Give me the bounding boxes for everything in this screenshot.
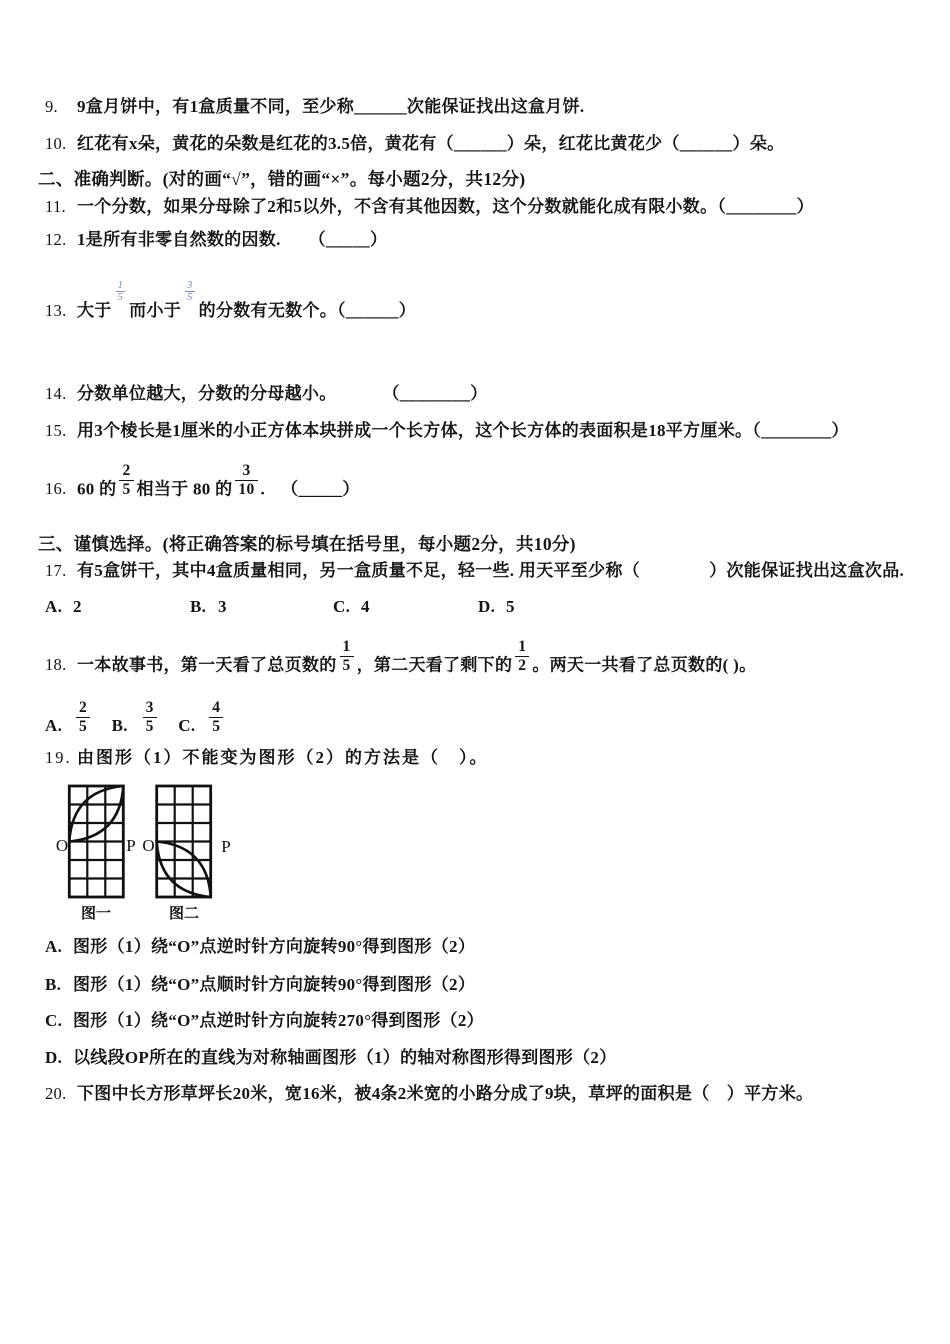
question-18-options <box>45 700 240 737</box>
question-text: 一个分数，如果分母除了2和5以外，不含有其他因数，这个分数就能化成有限小数。（________） <box>77 197 814 216</box>
question-text: 大于 <box>77 301 112 321</box>
question-number: 12. <box>45 230 67 249</box>
question-text: 一本故事书，第一天看了总页数的 <box>77 655 337 675</box>
fraction-one-half: $\frac{1}{2}$ <box>515 639 529 675</box>
question-19-option-d: D. 以线段OP所在的直线为对称轴画图形（1）的轴对称图形得到图形（2） <box>45 1048 617 1067</box>
question-text: 9盒月饼中，有1盒质量不同，至少称______次能保证找出这盒月饼. <box>77 97 585 116</box>
question-number: 17. <box>45 561 67 580</box>
figure-2-grid <box>157 786 211 897</box>
option-b: B. $\frac{3}{5}$ <box>112 716 160 735</box>
question-17 <box>45 560 904 582</box>
question-11 <box>45 196 814 218</box>
option-a: A. $\frac{2}{5}$ <box>45 716 93 735</box>
question-20 <box>45 1083 813 1105</box>
question-14 <box>45 383 488 405</box>
question-number: 18. <box>45 655 67 675</box>
rotation-figures <box>50 780 240 930</box>
question-12 <box>45 229 387 251</box>
fraction-three-fifths: $\frac{3}{5}$ <box>143 700 157 736</box>
figure-2-caption: 图二 <box>168 906 200 922</box>
point-o-label-fig2: O <box>142 836 155 855</box>
question-text: 1是所有非零自然数的因数. <box>77 230 281 249</box>
question-text: 下图中长方形草坪长20米，宽16米，被4条2米宽的小路分成了9块，草坪的面积是（ ）平方米。 <box>77 1084 814 1103</box>
leaf-shape-figure-2 <box>157 842 211 898</box>
question-text: 用3个棱长是1厘米的小正方体本块拼成一个长方体，这个长方体的表面积是18平方厘米。（________） <box>77 421 849 440</box>
answer-blank: （_____） <box>281 479 360 499</box>
point-o-label-fig1: O <box>55 836 69 855</box>
question-19 <box>45 747 489 769</box>
fraction-one-fifth: $\frac{1}{5}$ <box>117 280 124 304</box>
question-number: 15. <box>45 421 67 440</box>
point-p-label-fig2: P <box>221 837 231 856</box>
figure-1-grid <box>69 786 123 897</box>
question-text: 而小于 <box>129 301 182 321</box>
question-text: 有5盒饼干，其中4盒质量相同，另一盒质量不足，轻一些. 用天平至少称（ ）次能保证找出这盒次品. <box>77 561 905 580</box>
question-number: 19. <box>45 748 72 767</box>
question-text: . <box>260 479 266 499</box>
fraction-two-fifths: $\frac{2}{5}$ <box>119 463 133 499</box>
question-text: 红花有x朵，黄花的朵数是红花的3.5倍，黄花有（______）朵，红花比黄花少（______）朵。 <box>77 134 785 153</box>
question-13 <box>45 280 416 322</box>
question-15 <box>45 420 849 442</box>
question-number: 13. <box>45 301 67 321</box>
question-10 <box>45 133 784 155</box>
question-text: 的分数有无数个。（______） <box>198 301 416 321</box>
point-p-label-fig1: P <box>126 836 136 855</box>
question-19-option-c: C. 图形（1）绕“O”点逆时针方向旋转270°得到图形（2） <box>45 1011 484 1030</box>
fraction-one-fifth: $\frac{1}{5}$ <box>340 639 354 675</box>
section-3-header: 三、谨慎选择。(将正确答案的标号填在括号里，每小题2分，共10分) <box>38 534 576 554</box>
question-19-option-a: A. 图形（1）绕“O”点逆时针方向旋转90°得到图形（2） <box>45 937 476 956</box>
question-text: 60 的 <box>77 479 117 499</box>
option-d: D. 5 <box>478 597 515 616</box>
fraction-four-fifths: $\frac{4}{5}$ <box>209 700 223 736</box>
question-9 <box>45 96 584 118</box>
question-number: 16. <box>45 479 67 499</box>
option-b: B. 3 <box>190 597 227 616</box>
fraction-two-fifths: $\frac{2}{5}$ <box>76 700 90 736</box>
question-16 <box>45 463 360 500</box>
fraction-three-fifths: $\frac{3}{5}$ <box>187 280 193 304</box>
answer-blank: （_____） <box>308 230 388 249</box>
question-number: 10. <box>45 134 67 153</box>
question-text: 相当于 80 的 <box>136 479 233 499</box>
question-text: 由图形（1）不能变为图形（2）的方法是（ ）。 <box>77 748 489 767</box>
question-number: 9. <box>45 97 58 116</box>
question-text: 。两天一共看了总页数的( )。 <box>532 655 757 675</box>
question-19-option-b: B. 图形（1）绕“O”点顺时针方向旋转90°得到图形（2） <box>45 975 476 994</box>
question-text: 分数单位越大，分数的分母越小。 <box>77 384 337 403</box>
section-2-header: 二、准确判断。(对的画“√”，错的画“×”。每小题2分，共12分) <box>38 169 526 189</box>
question-text: ，第二天看了剩下的 <box>356 655 513 675</box>
option-c: C. 4 <box>333 597 370 616</box>
leaf-shape-figure-1 <box>69 786 123 842</box>
fraction-three-tenths: $\frac{3}{10}$ <box>235 463 257 499</box>
option-a: A. 2 <box>45 597 82 616</box>
question-18 <box>45 639 756 676</box>
question-number: 14. <box>45 384 67 403</box>
question-number: 11. <box>45 197 66 216</box>
answer-blank: （________） <box>382 384 488 403</box>
question-number: 20. <box>45 1084 67 1103</box>
figure-1-caption: 图一 <box>80 906 112 922</box>
option-c: C. $\frac{4}{5}$ <box>178 716 226 735</box>
